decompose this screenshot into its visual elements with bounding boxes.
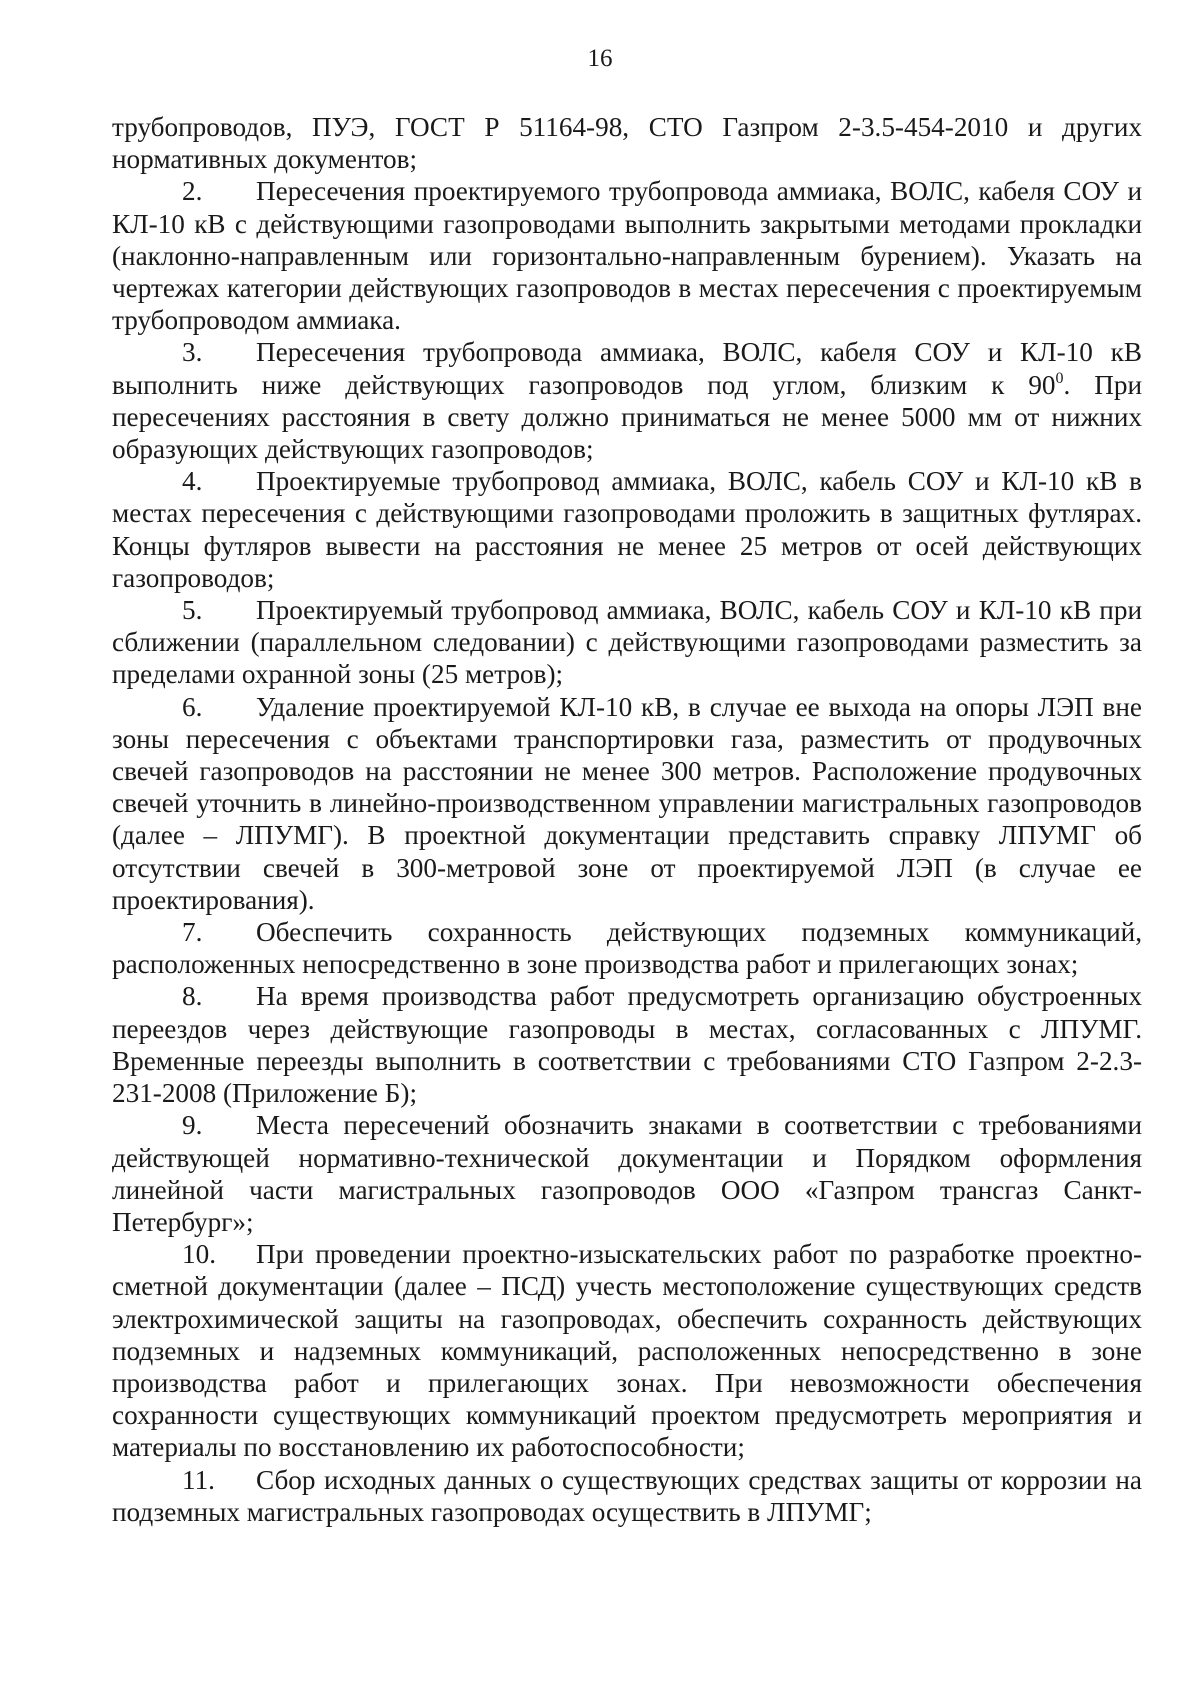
list-item-3	[112, 336, 1142, 465]
item-number: 7.	[182, 917, 203, 948]
item-text: Обеспечить сохранность действующих подземных коммуникаций, расположенных непосредственно в зоне производства работ и прилегающих зонах;	[112, 917, 1142, 980]
intro-paragraph: трубопроводов, ПУЭ, ГОСТ Р 51164-98, СТО Газпром 2-3.5-454-2010 и других нормативных документов;	[112, 112, 1142, 175]
list-item-11	[112, 1464, 1142, 1528]
item-text: Проектируемый трубопровод аммиака, ВОЛС, кабель СОУ и КЛ-10 кВ при сближении (параллельном следовании) с действующими газопроводами разместить за пределами охранной зоны (25 метров);	[112, 595, 1142, 690]
item-text: Сбор исходных данных о существующих средствах защиты от коррозии на подземных магистральных газопроводах осуществить в ЛПУМГ;	[112, 1464, 1142, 1527]
item-text: Пересечения проектируемого трубопровода аммиака, ВОЛС, кабеля СОУ и КЛ-10 кВ с действующими газопроводами выполнить закрытыми методами прокладки (наклонно-направленным или горизонтально-направленным бурением). Указать на чертежах категории действующих газопроводов в местах пересечения с проектируемым трубопроводом аммиака.	[112, 176, 1142, 336]
list-item-6	[112, 691, 1142, 916]
document-body	[112, 111, 1142, 1528]
item-text: При проведении проектно-изыскательских работ по разработке проектно-сметной документации (далее – ПСД) учесть местоположение существующих средств электрохимической защиты на газопроводах, обеспечить сохранность действующих подземных и надземных коммуникаций, расположенных непосредственно в зоне производства работ и прилегающих зонах. При невозможности обеспечения сохранности существующих коммуникаций проектом предусмотреть мероприятия и материалы по восстановлению их работоспособности;	[112, 1239, 1142, 1463]
degree-superscript: 0	[1055, 369, 1064, 387]
item-text: Удаление проектируемой КЛ-10 кВ, в случае ее выхода на опоры ЛЭП вне зоны пересечения с объектами транспортировки газа, разместить от продувочных свечей газопроводов на расстоянии не менее 300 метров. Расположение продувочных свечей уточнить в линейно-производственном управлении магистральных газопроводов (далее – ЛПУМГ). В проектной документации представить справку ЛПУМГ об отсутствии свечей в 300-метровой зоне от проектируемой ЛЭП (в случае ее проектирования).	[112, 691, 1142, 915]
item-text: Проектируемые трубопровод аммиака, ВОЛС, кабель СОУ и КЛ-10 кВ в местах пересечения с действующими газопроводами проложить в защитных футлярах. Концы футляров вывести на расстояния не менее 25 метров от осей действующих газопроводов;	[112, 466, 1142, 593]
item-number: 5.	[182, 595, 203, 626]
item-text: На время производства работ предусмотреть организацию обустроенных переездов через действующие газопроводы в местах, согласованных с ЛПУМГ. Временные переезды выполнить в соответствии с требованиями СТО Газпром 2-2.3-231-2008 (Приложение Б);	[112, 981, 1142, 1109]
item-number: 11.	[182, 1464, 215, 1495]
list-item-10	[112, 1238, 1142, 1463]
item-number: 2.	[182, 176, 203, 207]
item-number: 3.	[182, 337, 203, 368]
item-number: 4.	[182, 466, 203, 497]
item-text-before: Пересечения трубопровода аммиака, ВОЛС, кабеля СОУ и КЛ-10 кВ выполнить ниже действующих газопроводов под углом, близким к 90	[112, 337, 1142, 400]
list-item-8	[112, 980, 1142, 1109]
item-text: Места пересечений обозначить знаками в соответствии с требованиями действующей нормативно-технической документации и Порядком оформления линейной части магистральных газопроводов ООО «Газпром трансгаз Санкт-Петербург»;	[112, 1110, 1142, 1237]
list-item-2	[112, 175, 1142, 336]
item-number: 6.	[182, 691, 203, 722]
page-number: 16	[587, 45, 613, 72]
item-number: 10.	[182, 1239, 216, 1270]
item-number: 9.	[182, 1110, 203, 1141]
item-text-after: . При пересечениях расстояния в свету должно приниматься не менее 5000 мм от нижних образующих действующих газопроводов;	[112, 369, 1143, 465]
list-item-4	[112, 465, 1142, 594]
item-number: 8.	[182, 981, 203, 1012]
list-item-5	[112, 594, 1142, 691]
list-item-9	[112, 1109, 1142, 1238]
list-item-7	[112, 916, 1142, 980]
